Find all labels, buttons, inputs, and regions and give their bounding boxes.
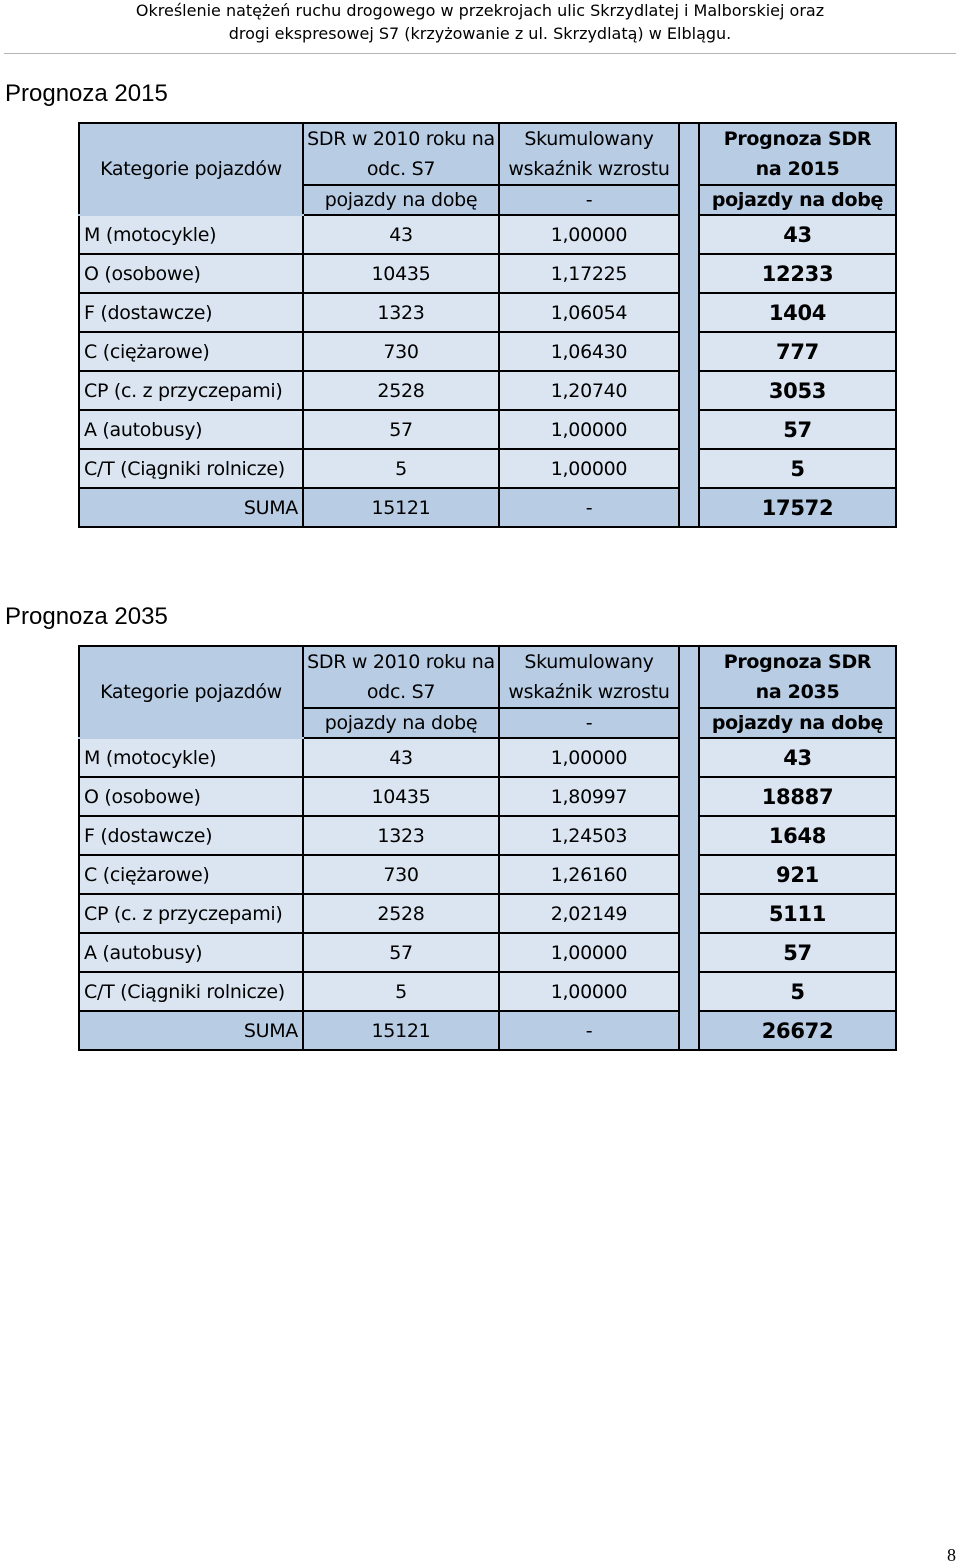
header-forecast-line2: na 2035 bbox=[755, 681, 840, 703]
page-number: 8 bbox=[947, 1545, 956, 1565]
row-forecast: 43 bbox=[699, 738, 896, 777]
header-forecast-line2: na 2015 bbox=[755, 158, 840, 180]
header-category: Kategorie pojazdów bbox=[79, 646, 303, 738]
sum-row bbox=[79, 488, 896, 527]
header-category: Kategorie pojazdów bbox=[79, 123, 303, 215]
table-row bbox=[79, 855, 896, 894]
row-index: 1,17225 bbox=[499, 254, 679, 293]
row-sdr: 43 bbox=[303, 738, 499, 777]
table-row bbox=[79, 894, 896, 933]
table-row bbox=[79, 371, 896, 410]
row-category: A (autobusy) bbox=[79, 933, 303, 972]
row-category: F (dostawcze) bbox=[79, 293, 303, 332]
row-forecast: 5 bbox=[699, 972, 896, 1011]
row-forecast: 57 bbox=[699, 410, 896, 449]
row-index: 1,20740 bbox=[499, 371, 679, 410]
header-index bbox=[499, 646, 679, 708]
header-index-line2: wskaźnik wzrostu bbox=[508, 681, 670, 703]
table-header-row bbox=[79, 123, 896, 185]
row-index: 1,06430 bbox=[499, 332, 679, 371]
header-sdr-line1: SDR w 2010 roku na bbox=[307, 128, 495, 150]
row-index: 1,00000 bbox=[499, 972, 679, 1011]
row-sdr: 5 bbox=[303, 972, 499, 1011]
row-category: C/T (Ciągniki rolnicze) bbox=[79, 972, 303, 1011]
row-sdr: 10435 bbox=[303, 777, 499, 816]
table-row bbox=[79, 254, 896, 293]
row-index: 1,00000 bbox=[499, 449, 679, 488]
header-index-line2: wskaźnik wzrostu bbox=[508, 158, 670, 180]
sum-label: SUMA bbox=[79, 1011, 303, 1050]
row-sdr: 1323 bbox=[303, 293, 499, 332]
column-spacer bbox=[679, 646, 699, 1050]
section-title-2035: Prognoza 2035 bbox=[5, 603, 168, 630]
sum-index: - bbox=[499, 1011, 679, 1050]
header-forecast-line1: Prognoza SDR bbox=[723, 651, 872, 673]
table-row bbox=[79, 777, 896, 816]
row-index: 1,00000 bbox=[499, 410, 679, 449]
sum-sdr: 15121 bbox=[303, 1011, 499, 1050]
row-sdr: 2528 bbox=[303, 371, 499, 410]
row-forecast: 12233 bbox=[699, 254, 896, 293]
row-category: F (dostawcze) bbox=[79, 816, 303, 855]
sum-forecast: 17572 bbox=[699, 488, 896, 527]
table-row bbox=[79, 738, 896, 777]
header-forecast bbox=[699, 123, 896, 185]
row-sdr: 43 bbox=[303, 215, 499, 254]
row-sdr: 57 bbox=[303, 933, 499, 972]
header-index-line1: Skumulowany bbox=[524, 128, 654, 150]
sum-label: SUMA bbox=[79, 488, 303, 527]
header-forecast-line1: Prognoza SDR bbox=[723, 128, 872, 150]
header-index bbox=[499, 123, 679, 185]
row-category: M (motocykle) bbox=[79, 215, 303, 254]
row-category: CP (c. z przyczepami) bbox=[79, 371, 303, 410]
table-row bbox=[79, 332, 896, 371]
column-spacer bbox=[679, 123, 699, 527]
row-category: A (autobusy) bbox=[79, 410, 303, 449]
table-row bbox=[79, 972, 896, 1011]
row-category: C/T (Ciągniki rolnicze) bbox=[79, 449, 303, 488]
header-line-2: drogi ekspresowej S7 (krzyżowanie z ul. Skrzydlatą) w Elblągu. bbox=[228, 24, 732, 43]
forecast-table-2015 bbox=[78, 122, 897, 528]
header-sdr-line1: SDR w 2010 roku na bbox=[307, 651, 495, 673]
table-row bbox=[79, 933, 896, 972]
row-index: 1,24503 bbox=[499, 816, 679, 855]
row-category: C (ciężarowe) bbox=[79, 332, 303, 371]
header-sdr-line2: odc. S7 bbox=[366, 158, 436, 180]
header-sdr-line2: odc. S7 bbox=[366, 681, 436, 703]
row-category: O (osobowe) bbox=[79, 777, 303, 816]
sum-forecast: 26672 bbox=[699, 1011, 896, 1050]
header-sdr bbox=[303, 123, 499, 185]
row-category: CP (c. z przyczepami) bbox=[79, 894, 303, 933]
row-index: 1,00000 bbox=[499, 738, 679, 777]
row-index: 1,00000 bbox=[499, 933, 679, 972]
table-row bbox=[79, 293, 896, 332]
row-forecast: 3053 bbox=[699, 371, 896, 410]
row-forecast: 777 bbox=[699, 332, 896, 371]
row-category: C (ciężarowe) bbox=[79, 855, 303, 894]
row-index: 2,02149 bbox=[499, 894, 679, 933]
unit-index: - bbox=[499, 708, 679, 738]
unit-forecast: pojazdy na dobę bbox=[699, 708, 896, 738]
sum-index: - bbox=[499, 488, 679, 527]
row-sdr: 1323 bbox=[303, 816, 499, 855]
row-forecast: 1404 bbox=[699, 293, 896, 332]
row-sdr: 10435 bbox=[303, 254, 499, 293]
row-forecast: 5111 bbox=[699, 894, 896, 933]
row-category: M (motocykle) bbox=[79, 738, 303, 777]
row-sdr: 2528 bbox=[303, 894, 499, 933]
table-row bbox=[79, 215, 896, 254]
header-index-line1: Skumulowany bbox=[524, 651, 654, 673]
row-forecast: 43 bbox=[699, 215, 896, 254]
row-forecast: 921 bbox=[699, 855, 896, 894]
section-title-2015: Prognoza 2015 bbox=[5, 80, 168, 107]
row-index: 1,06054 bbox=[499, 293, 679, 332]
row-sdr: 57 bbox=[303, 410, 499, 449]
row-category: O (osobowe) bbox=[79, 254, 303, 293]
row-forecast: 57 bbox=[699, 933, 896, 972]
header-sdr bbox=[303, 646, 499, 708]
unit-sdr: pojazdy na dobę bbox=[303, 708, 499, 738]
forecast-table-2035 bbox=[78, 645, 897, 1051]
row-index: 1,26160 bbox=[499, 855, 679, 894]
table-row bbox=[79, 410, 896, 449]
row-index: 1,80997 bbox=[499, 777, 679, 816]
row-sdr: 730 bbox=[303, 855, 499, 894]
unit-index: - bbox=[499, 185, 679, 215]
sum-row bbox=[79, 1011, 896, 1050]
row-sdr: 730 bbox=[303, 332, 499, 371]
table-header-row bbox=[79, 646, 896, 708]
header-divider bbox=[4, 53, 956, 54]
header-forecast bbox=[699, 646, 896, 708]
table-row bbox=[79, 449, 896, 488]
row-forecast: 1648 bbox=[699, 816, 896, 855]
row-index: 1,00000 bbox=[499, 215, 679, 254]
row-forecast: 18887 bbox=[699, 777, 896, 816]
row-sdr: 5 bbox=[303, 449, 499, 488]
header-line-1: Określenie natężeń ruchu drogowego w przekrojach ulic Skrzydlatej i Malborskiej oraz bbox=[135, 1, 825, 20]
unit-forecast: pojazdy na dobę bbox=[699, 185, 896, 215]
row-forecast: 5 bbox=[699, 449, 896, 488]
unit-sdr: pojazdy na dobę bbox=[303, 185, 499, 215]
table-row bbox=[79, 816, 896, 855]
sum-sdr: 15121 bbox=[303, 488, 499, 527]
